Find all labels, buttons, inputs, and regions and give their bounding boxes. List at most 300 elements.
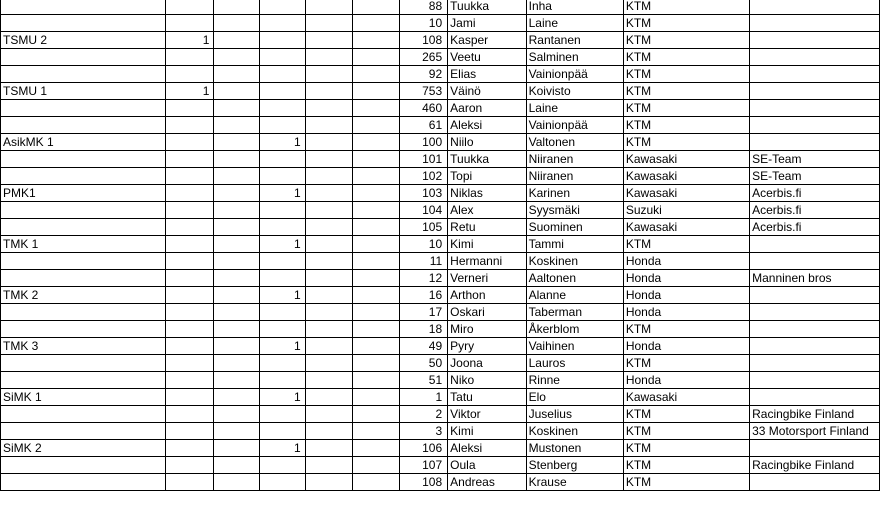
race-number-cell[interactable]: 49 (399, 338, 448, 355)
empty-cell[interactable] (305, 287, 352, 304)
count-cell[interactable] (166, 304, 214, 321)
bike-brand-cell[interactable]: KTM (623, 406, 749, 423)
bike-brand-cell[interactable]: Kawasaki (623, 219, 749, 236)
last-name-cell[interactable]: Åkerblom (526, 321, 623, 338)
empty-cell[interactable] (352, 100, 399, 117)
empty-cell[interactable] (214, 15, 260, 32)
team-cell[interactable] (1, 117, 166, 134)
bike-brand-cell[interactable]: KTM (623, 236, 749, 253)
count-cell[interactable] (166, 202, 214, 219)
sponsor-cell[interactable]: Acerbis.fi (750, 219, 880, 236)
empty-cell[interactable] (214, 253, 260, 270)
bike-brand-cell[interactable]: Honda (623, 270, 749, 287)
bike-brand-cell[interactable]: Honda (623, 372, 749, 389)
count-cell[interactable] (260, 202, 305, 219)
race-number-cell[interactable]: 104 (399, 202, 448, 219)
first-name-cell[interactable]: Kimi (448, 423, 526, 440)
empty-cell[interactable] (214, 457, 260, 474)
count-cell[interactable] (166, 185, 214, 202)
sponsor-cell[interactable] (750, 117, 880, 134)
empty-cell[interactable] (352, 270, 399, 287)
sponsor-cell[interactable] (750, 253, 880, 270)
team-cell[interactable] (1, 168, 166, 185)
bike-brand-cell[interactable]: KTM (623, 32, 749, 49)
last-name-cell[interactable]: Krause (526, 474, 623, 491)
empty-cell[interactable] (214, 440, 260, 457)
count-cell[interactable] (260, 304, 305, 321)
last-name-cell[interactable]: Koskinen (526, 423, 623, 440)
count-cell[interactable] (166, 236, 214, 253)
first-name-cell[interactable]: Tatu (448, 389, 526, 406)
empty-cell[interactable] (305, 355, 352, 372)
sponsor-cell[interactable]: Acerbis.fi (750, 202, 880, 219)
count-cell[interactable]: 1 (260, 440, 305, 457)
race-number-cell[interactable]: 61 (399, 117, 448, 134)
race-number-cell[interactable]: 16 (399, 287, 448, 304)
last-name-cell[interactable]: Mustonen (526, 440, 623, 457)
team-cell[interactable] (1, 423, 166, 440)
race-number-cell[interactable]: 50 (399, 355, 448, 372)
last-name-cell[interactable]: Laine (526, 15, 623, 32)
count-cell[interactable]: 1 (260, 236, 305, 253)
count-cell[interactable] (166, 0, 214, 15)
first-name-cell[interactable]: Oula (448, 457, 526, 474)
last-name-cell[interactable]: Juselius (526, 406, 623, 423)
count-cell[interactable]: 1 (260, 389, 305, 406)
team-cell[interactable]: AsikMK 1 (1, 134, 166, 151)
team-cell[interactable] (1, 253, 166, 270)
race-number-cell[interactable]: 10 (399, 15, 448, 32)
race-number-cell[interactable]: 105 (399, 219, 448, 236)
bike-brand-cell[interactable]: KTM (623, 474, 749, 491)
team-cell[interactable] (1, 406, 166, 423)
count-cell[interactable] (166, 151, 214, 168)
empty-cell[interactable] (214, 202, 260, 219)
sponsor-cell[interactable]: 33 Motorsport Finland (750, 423, 880, 440)
empty-cell[interactable] (352, 389, 399, 406)
last-name-cell[interactable]: Syysmäki (526, 202, 623, 219)
empty-cell[interactable] (214, 236, 260, 253)
count-cell[interactable] (260, 0, 305, 15)
team-cell[interactable] (1, 202, 166, 219)
sponsor-cell[interactable] (750, 236, 880, 253)
empty-cell[interactable] (352, 372, 399, 389)
empty-cell[interactable] (214, 474, 260, 491)
empty-cell[interactable] (305, 270, 352, 287)
race-number-cell[interactable]: 17 (399, 304, 448, 321)
race-number-cell[interactable]: 100 (399, 134, 448, 151)
sponsor-cell[interactable]: Acerbis.fi (750, 185, 880, 202)
sponsor-cell[interactable] (750, 355, 880, 372)
count-cell[interactable]: 1 (260, 185, 305, 202)
empty-cell[interactable] (214, 134, 260, 151)
empty-cell[interactable] (352, 151, 399, 168)
count-cell[interactable] (166, 457, 214, 474)
bike-brand-cell[interactable]: KTM (623, 49, 749, 66)
empty-cell[interactable] (305, 474, 352, 491)
race-number-cell[interactable]: 51 (399, 372, 448, 389)
race-number-cell[interactable]: 460 (399, 100, 448, 117)
empty-cell[interactable] (214, 168, 260, 185)
empty-cell[interactable] (352, 355, 399, 372)
empty-cell[interactable] (305, 117, 352, 134)
bike-brand-cell[interactable]: Kawasaki (623, 151, 749, 168)
empty-cell[interactable] (352, 440, 399, 457)
sponsor-cell[interactable] (750, 0, 880, 15)
empty-cell[interactable] (352, 474, 399, 491)
last-name-cell[interactable]: Vainionpää (526, 117, 623, 134)
race-number-cell[interactable]: 108 (399, 32, 448, 49)
count-cell[interactable] (260, 355, 305, 372)
empty-cell[interactable] (305, 440, 352, 457)
empty-cell[interactable] (214, 423, 260, 440)
sponsor-cell[interactable] (750, 440, 880, 457)
first-name-cell[interactable]: Niklas (448, 185, 526, 202)
sponsor-cell[interactable]: SE-Team (750, 168, 880, 185)
race-number-cell[interactable]: 108 (399, 474, 448, 491)
last-name-cell[interactable]: Niiranen (526, 168, 623, 185)
bike-brand-cell[interactable]: KTM (623, 66, 749, 83)
bike-brand-cell[interactable]: KTM (623, 423, 749, 440)
count-cell[interactable] (166, 423, 214, 440)
count-cell[interactable] (260, 15, 305, 32)
sponsor-cell[interactable]: Racingbike Finland (750, 406, 880, 423)
empty-cell[interactable] (305, 338, 352, 355)
empty-cell[interactable] (305, 202, 352, 219)
empty-cell[interactable] (305, 372, 352, 389)
empty-cell[interactable] (352, 304, 399, 321)
count-cell[interactable] (260, 83, 305, 100)
first-name-cell[interactable]: Aleksi (448, 440, 526, 457)
first-name-cell[interactable]: Viktor (448, 406, 526, 423)
first-name-cell[interactable]: Niko (448, 372, 526, 389)
race-number-cell[interactable]: 3 (399, 423, 448, 440)
empty-cell[interactable] (352, 49, 399, 66)
empty-cell[interactable] (352, 168, 399, 185)
count-cell[interactable] (166, 15, 214, 32)
empty-cell[interactable] (305, 49, 352, 66)
empty-cell[interactable] (352, 202, 399, 219)
last-name-cell[interactable]: Vaihinen (526, 338, 623, 355)
bike-brand-cell[interactable]: KTM (623, 100, 749, 117)
race-number-cell[interactable]: 88 (399, 0, 448, 15)
count-cell[interactable]: 1 (166, 83, 214, 100)
first-name-cell[interactable]: Verneri (448, 270, 526, 287)
bike-brand-cell[interactable]: Kawasaki (623, 168, 749, 185)
empty-cell[interactable] (305, 32, 352, 49)
empty-cell[interactable] (352, 253, 399, 270)
empty-cell[interactable] (352, 236, 399, 253)
empty-cell[interactable] (305, 236, 352, 253)
sponsor-cell[interactable] (750, 474, 880, 491)
count-cell[interactable] (166, 355, 214, 372)
empty-cell[interactable] (352, 219, 399, 236)
last-name-cell[interactable]: Lauros (526, 355, 623, 372)
count-cell[interactable] (260, 100, 305, 117)
empty-cell[interactable] (214, 117, 260, 134)
empty-cell[interactable] (305, 219, 352, 236)
team-cell[interactable] (1, 15, 166, 32)
bike-brand-cell[interactable]: KTM (623, 457, 749, 474)
empty-cell[interactable] (352, 0, 399, 15)
team-cell[interactable] (1, 219, 166, 236)
team-cell[interactable] (1, 0, 166, 15)
count-cell[interactable] (166, 66, 214, 83)
bike-brand-cell[interactable]: Honda (623, 287, 749, 304)
empty-cell[interactable] (305, 0, 352, 15)
bike-brand-cell[interactable]: KTM (623, 15, 749, 32)
sponsor-cell[interactable] (750, 372, 880, 389)
team-cell[interactable]: TSMU 2 (1, 32, 166, 49)
last-name-cell[interactable]: Valtonen (526, 134, 623, 151)
empty-cell[interactable] (305, 457, 352, 474)
race-number-cell[interactable]: 11 (399, 253, 448, 270)
empty-cell[interactable] (214, 185, 260, 202)
count-cell[interactable] (260, 49, 305, 66)
team-cell[interactable] (1, 100, 166, 117)
count-cell[interactable] (166, 117, 214, 134)
last-name-cell[interactable]: Tammi (526, 236, 623, 253)
empty-cell[interactable] (352, 66, 399, 83)
first-name-cell[interactable]: Tuukka (448, 151, 526, 168)
count-cell[interactable]: 1 (166, 32, 214, 49)
empty-cell[interactable] (214, 338, 260, 355)
first-name-cell[interactable]: Tuukka (448, 0, 526, 15)
first-name-cell[interactable]: Topi (448, 168, 526, 185)
bike-brand-cell[interactable]: KTM (623, 355, 749, 372)
team-cell[interactable] (1, 457, 166, 474)
empty-cell[interactable] (305, 134, 352, 151)
team-cell[interactable] (1, 355, 166, 372)
empty-cell[interactable] (214, 219, 260, 236)
race-number-cell[interactable]: 102 (399, 168, 448, 185)
team-cell[interactable] (1, 474, 166, 491)
team-cell[interactable]: TMK 1 (1, 236, 166, 253)
empty-cell[interactable] (214, 0, 260, 15)
sponsor-cell[interactable] (750, 15, 880, 32)
first-name-cell[interactable]: Hermanni (448, 253, 526, 270)
empty-cell[interactable] (352, 134, 399, 151)
empty-cell[interactable] (214, 32, 260, 49)
empty-cell[interactable] (214, 151, 260, 168)
empty-cell[interactable] (305, 168, 352, 185)
first-name-cell[interactable]: Aaron (448, 100, 526, 117)
empty-cell[interactable] (214, 100, 260, 117)
count-cell[interactable] (260, 372, 305, 389)
count-cell[interactable] (260, 117, 305, 134)
count-cell[interactable] (166, 372, 214, 389)
count-cell[interactable] (260, 321, 305, 338)
last-name-cell[interactable]: Karinen (526, 185, 623, 202)
team-cell[interactable]: SiMK 2 (1, 440, 166, 457)
empty-cell[interactable] (214, 355, 260, 372)
count-cell[interactable] (260, 423, 305, 440)
sponsor-cell[interactable] (750, 287, 880, 304)
count-cell[interactable]: 1 (260, 287, 305, 304)
first-name-cell[interactable]: Niilo (448, 134, 526, 151)
count-cell[interactable] (260, 457, 305, 474)
bike-brand-cell[interactable]: Suzuki (623, 202, 749, 219)
sponsor-cell[interactable] (750, 66, 880, 83)
first-name-cell[interactable]: Arthon (448, 287, 526, 304)
count-cell[interactable] (166, 287, 214, 304)
sponsor-cell[interactable]: Racingbike Finland (750, 457, 880, 474)
first-name-cell[interactable]: Oskari (448, 304, 526, 321)
empty-cell[interactable] (214, 49, 260, 66)
count-cell[interactable] (166, 406, 214, 423)
race-number-cell[interactable]: 1 (399, 389, 448, 406)
race-number-cell[interactable]: 10 (399, 236, 448, 253)
first-name-cell[interactable]: Aleksi (448, 117, 526, 134)
last-name-cell[interactable]: Niiranen (526, 151, 623, 168)
first-name-cell[interactable]: Väinö (448, 83, 526, 100)
count-cell[interactable] (260, 406, 305, 423)
team-cell[interactable] (1, 151, 166, 168)
first-name-cell[interactable]: Retu (448, 219, 526, 236)
count-cell[interactable] (260, 66, 305, 83)
team-cell[interactable] (1, 49, 166, 66)
last-name-cell[interactable]: Alanne (526, 287, 623, 304)
empty-cell[interactable] (305, 304, 352, 321)
race-number-cell[interactable]: 103 (399, 185, 448, 202)
count-cell[interactable] (166, 219, 214, 236)
bike-brand-cell[interactable]: Kawasaki (623, 389, 749, 406)
sponsor-cell[interactable] (750, 389, 880, 406)
last-name-cell[interactable]: Vainionpää (526, 66, 623, 83)
count-cell[interactable]: 1 (260, 134, 305, 151)
count-cell[interactable] (166, 338, 214, 355)
bike-brand-cell[interactable]: KTM (623, 321, 749, 338)
sponsor-cell[interactable] (750, 32, 880, 49)
first-name-cell[interactable]: Jami (448, 15, 526, 32)
empty-cell[interactable] (352, 32, 399, 49)
bike-brand-cell[interactable]: Honda (623, 338, 749, 355)
last-name-cell[interactable]: Salminen (526, 49, 623, 66)
count-cell[interactable] (260, 168, 305, 185)
count-cell[interactable] (260, 474, 305, 491)
empty-cell[interactable] (305, 83, 352, 100)
first-name-cell[interactable]: Alex (448, 202, 526, 219)
empty-cell[interactable] (305, 406, 352, 423)
race-number-cell[interactable]: 106 (399, 440, 448, 457)
team-cell[interactable]: TSMU 1 (1, 83, 166, 100)
empty-cell[interactable] (214, 372, 260, 389)
team-cell[interactable]: SiMK 1 (1, 389, 166, 406)
sponsor-cell[interactable] (750, 83, 880, 100)
empty-cell[interactable] (214, 389, 260, 406)
race-number-cell[interactable]: 107 (399, 457, 448, 474)
empty-cell[interactable] (305, 253, 352, 270)
empty-cell[interactable] (352, 321, 399, 338)
sponsor-cell[interactable]: SE-Team (750, 151, 880, 168)
count-cell[interactable] (166, 321, 214, 338)
count-cell[interactable] (260, 151, 305, 168)
empty-cell[interactable] (305, 151, 352, 168)
empty-cell[interactable] (352, 185, 399, 202)
empty-cell[interactable] (305, 423, 352, 440)
last-name-cell[interactable]: Suominen (526, 219, 623, 236)
count-cell[interactable] (260, 32, 305, 49)
bike-brand-cell[interactable]: KTM (623, 440, 749, 457)
empty-cell[interactable] (352, 117, 399, 134)
race-number-cell[interactable]: 753 (399, 83, 448, 100)
count-cell[interactable] (166, 100, 214, 117)
sponsor-cell[interactable] (750, 134, 880, 151)
sponsor-cell[interactable] (750, 100, 880, 117)
sponsor-cell[interactable] (750, 321, 880, 338)
race-number-cell[interactable]: 265 (399, 49, 448, 66)
sponsor-cell[interactable] (750, 304, 880, 321)
team-cell[interactable] (1, 304, 166, 321)
first-name-cell[interactable]: Miro (448, 321, 526, 338)
bike-brand-cell[interactable]: KTM (623, 83, 749, 100)
race-number-cell[interactable]: 92 (399, 66, 448, 83)
empty-cell[interactable] (305, 15, 352, 32)
empty-cell[interactable] (214, 321, 260, 338)
last-name-cell[interactable]: Aaltonen (526, 270, 623, 287)
last-name-cell[interactable]: Koskinen (526, 253, 623, 270)
sponsor-cell[interactable] (750, 49, 880, 66)
count-cell[interactable] (166, 49, 214, 66)
last-name-cell[interactable]: Rantanen (526, 32, 623, 49)
count-cell[interactable] (166, 134, 214, 151)
first-name-cell[interactable]: Joona (448, 355, 526, 372)
count-cell[interactable]: 1 (260, 338, 305, 355)
first-name-cell[interactable]: Andreas (448, 474, 526, 491)
count-cell[interactable] (166, 474, 214, 491)
count-cell[interactable] (166, 168, 214, 185)
bike-brand-cell[interactable]: KTM (623, 0, 749, 15)
last-name-cell[interactable]: Inha (526, 0, 623, 15)
last-name-cell[interactable]: Elo (526, 389, 623, 406)
first-name-cell[interactable]: Kimi (448, 236, 526, 253)
bike-brand-cell[interactable]: KTM (623, 134, 749, 151)
empty-cell[interactable] (214, 83, 260, 100)
empty-cell[interactable] (352, 15, 399, 32)
empty-cell[interactable] (214, 304, 260, 321)
empty-cell[interactable] (352, 423, 399, 440)
race-number-cell[interactable]: 18 (399, 321, 448, 338)
team-cell[interactable] (1, 66, 166, 83)
race-number-cell[interactable]: 101 (399, 151, 448, 168)
team-cell[interactable] (1, 321, 166, 338)
last-name-cell[interactable]: Laine (526, 100, 623, 117)
empty-cell[interactable] (305, 321, 352, 338)
race-number-cell[interactable]: 12 (399, 270, 448, 287)
empty-cell[interactable] (352, 406, 399, 423)
first-name-cell[interactable]: Elias (448, 66, 526, 83)
bike-brand-cell[interactable]: Honda (623, 253, 749, 270)
count-cell[interactable] (260, 270, 305, 287)
bike-brand-cell[interactable]: KTM (623, 117, 749, 134)
empty-cell[interactable] (305, 389, 352, 406)
bike-brand-cell[interactable]: Honda (623, 304, 749, 321)
empty-cell[interactable] (305, 100, 352, 117)
empty-cell[interactable] (352, 338, 399, 355)
team-cell[interactable]: TMK 2 (1, 287, 166, 304)
last-name-cell[interactable]: Taberman (526, 304, 623, 321)
last-name-cell[interactable]: Rinne (526, 372, 623, 389)
last-name-cell[interactable]: Stenberg (526, 457, 623, 474)
first-name-cell[interactable]: Kasper (448, 32, 526, 49)
empty-cell[interactable] (214, 270, 260, 287)
last-name-cell[interactable]: Koivisto (526, 83, 623, 100)
empty-cell[interactable] (214, 406, 260, 423)
empty-cell[interactable] (305, 66, 352, 83)
empty-cell[interactable] (352, 287, 399, 304)
empty-cell[interactable] (214, 66, 260, 83)
first-name-cell[interactable]: Pyry (448, 338, 526, 355)
